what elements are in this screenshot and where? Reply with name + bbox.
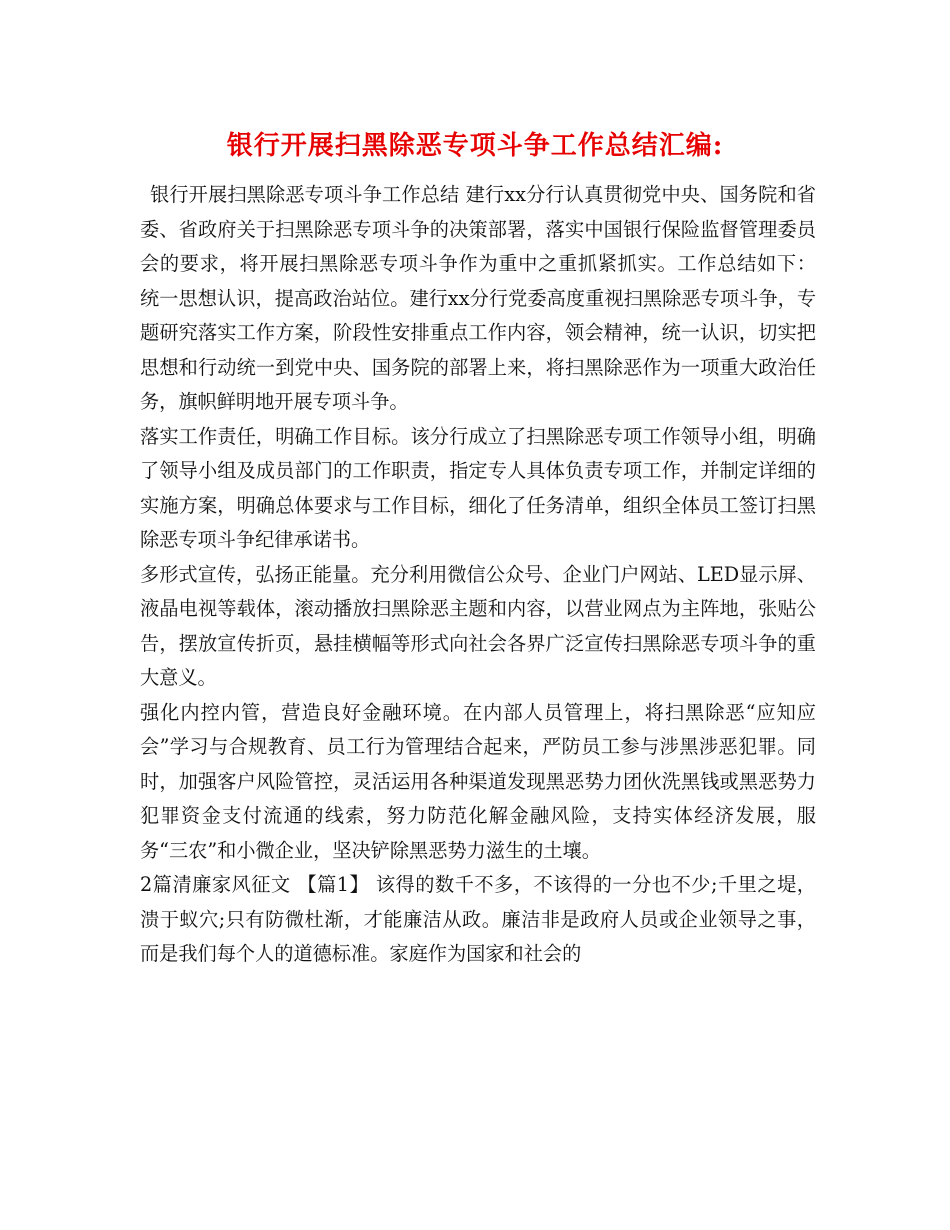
document-body <box>140 178 816 972</box>
paragraph-publicity: 多形式宣传，弘扬正能量。充分利用微信公众号、企业门户网站、LED显示屏、液晶电视等载体，滚动播放扫黑除恶主题和内容，以营业网点为主阵地，张贴公告，摆放宣传折页，悬挂横幅等形式向社会各界广泛宣传扫黑除恶专项斗争的重大意义。 <box>140 562 816 689</box>
document-title: 银行开展扫黑除恶专项斗争工作总结汇编: <box>226 131 724 161</box>
paragraph-internal-control: 强化内控内管，营造良好金融环境。在内部人员管理上，将扫黑除恶“应知应会”学习与合规教育、员工行为管理结合起来，严防员工参与涉黑涉恶犯罪。同时，加强客户风险管控，灵活运用各种渠道发现黑恶势力团伙洗黑钱或黑恶势力犯罪资金支付流通的线索，努力防范化解金融风险，支持实体经济发展，服务“三农”和小微企业，坚决铲除黑恶势力滋生的土壤。 <box>140 700 816 862</box>
paragraph-summary-intro: 银行开展扫黑除恶专项斗争工作总结 建行xx分行认真贯彻党中央、国务院和省委、省政府关于扫黑除恶专项斗争的决策部署，落实中国银行保险监督管理委员会的要求，将开展扫黑除恶专项斗争作为重中之重抓紧抓实。工作总结如下： 统一思想认识，提高政治站位。建行xx分行党委高度重视扫黑除恶专项斗争，专题研究落实工作方案，阶段性安排重点工作内容，领会精神，统一认识，切实把思想和行动统一到党中央、国务院的部署上来，将扫黑除恶作为一项重大政治任务，旗帜鲜明地开展专项斗争。 <box>140 183 816 413</box>
paragraph-integrity-essay: 2篇清廉家风征文 【篇1】 该得的数千不多，不该得的一分也不少;千里之堤，溃于蚁穴;只有防微杜渐，才能廉洁从政。廉洁非是政府人员或企业领导之事，而是我们每个人的道德标准。家庭作为国家和社会的 <box>140 873 816 965</box>
paragraph-responsibility: 落实工作责任，明确工作目标。该分行成立了扫黑除恶专项工作领导小组，明确了领导小组及成员部门的工作职责，指定专人具体负责专项工作，并制定详细的实施方案，明确总体要求与工作目标，细化了任务清单，组织全体员工签订扫黑除恶专项斗争纪律承诺书。 <box>140 424 816 551</box>
